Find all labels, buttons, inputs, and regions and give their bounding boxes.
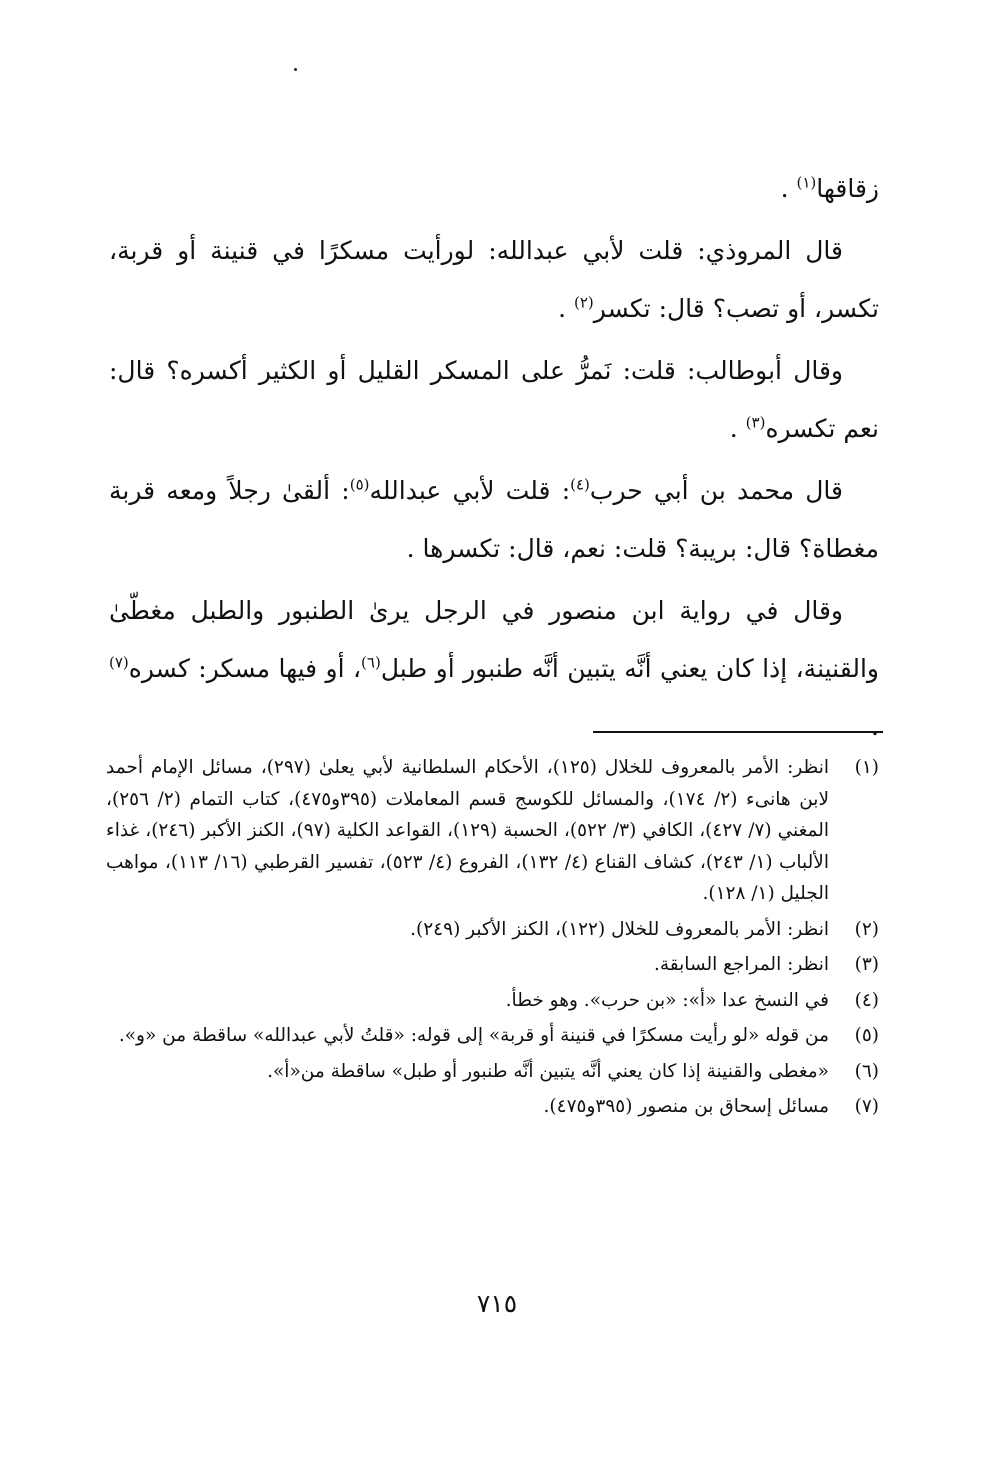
- footnote-number: (٤): [854, 989, 879, 1011]
- paragraph-text: .: [729, 414, 746, 443]
- footnote: [106, 1056, 879, 1088]
- paragraph-text: .: [558, 294, 574, 323]
- footnote: [106, 985, 879, 1017]
- paragraph-text: قال المروذي: قلت لأبي عبدالله: لورأيت مسكرًا في قنينة أو قربة، تكسر، أو تصب؟ قال: تكسر: [109, 236, 879, 323]
- footnote: [106, 1020, 879, 1052]
- paragraph-text: وقال في رواية ابن منصور في الرجل يرىٰ الطنبور والطبل مغطّىٰ والقنينة، إذا كان يعني أنَّه يتبين أنَّه طنبور أو طبل: [109, 596, 879, 683]
- footnote-text: من قوله «لو رأيت مسكرًا في قنينة أو قربة» إلى قوله: «قلتُ لأبي عبدالله» ساقطة من «و».: [118, 1025, 829, 1046]
- paragraph-text: زقاقها: [816, 174, 879, 203]
- paragraph: [109, 582, 879, 756]
- footnote-text: في النسخ عدا «أ»: «بن حرب». وهو خطأ.: [505, 989, 829, 1011]
- paragraph-text: .: [871, 712, 879, 741]
- footnote-text: انظر: الأمر بالمعروف للخلال (١٢٥)، الأحكام السلطانية لأبي يعلىٰ (٢٩٧)، مسائل الإمام أحمد لابن هانىء (٢/ ١٧٤)، والمسائل للكوسج قسم المعاملات (٣٩٥و٤٧٥)، كتاب التمام (٢/ ٢٥٦)، المغني (٧/ ٤٢٧)، الكافي (٣/ ٥٢٢)، الحسبة (١٢٩)، القواعد الكلية (٩٧)، الكنز الأكبر (٢٤٦)، غذاء الألباب (١/ ٢٤٣)، كشاف القناع (٤/ ١٣٢)، الفروع (٤/ ٥٢٣)، تفسير القرطبي (١٦/ ١١٣)، مواهب الجليل (١/ ١٢٨).: [106, 757, 830, 904]
- main-text: [109, 160, 879, 760]
- footnote-number: (٥): [854, 1025, 879, 1046]
- footnotes: [106, 752, 879, 1127]
- footnote-reference: (٧): [109, 653, 129, 672]
- footnote-text: انظر: الأمر بالمعروف للخلال (١٢٢)، الكنز الأكبر (٢٤٩).: [410, 918, 829, 940]
- stray-dot: [294, 68, 297, 71]
- footnote: [106, 949, 879, 981]
- footnote-number: (٧): [854, 1096, 879, 1117]
- paragraph-text: : ألقىٰ رجلاً ومعه قربة مغطاة؟ قال: بريبة؟ قلت: نعم، قال: تكسرها .: [109, 476, 879, 563]
- footnote-reference: (٦): [361, 653, 381, 672]
- footnote-number: (٦): [854, 1060, 879, 1082]
- footnote-number: (٣): [854, 954, 879, 975]
- paragraph-text: قال محمد بن أبي حرب: [589, 476, 844, 505]
- footnote-number: (٢): [854, 918, 879, 940]
- footnote-reference: (٣): [745, 413, 766, 432]
- paragraph-text: وقال أبوطالب: قلت: نَمرُّ على المسكر القليل أو الكثير أكسره؟ قال: نعم تكسره: [109, 356, 879, 443]
- paragraph-text: .: [780, 174, 797, 203]
- paragraph: [109, 462, 879, 578]
- footnote-text: «مغطى والقنينة إذا كان يعني أنَّه يتبين أنَّه طنبور أو طبل» ساقطة من«أ».: [267, 1060, 829, 1082]
- paragraph: [109, 342, 879, 458]
- footnote: [106, 1091, 879, 1123]
- footnote-reference: (١): [796, 173, 817, 192]
- paragraph: [109, 222, 879, 338]
- page-number: ٧١٥: [476, 1289, 518, 1318]
- footnote: [106, 752, 879, 910]
- footnote-reference: (٤): [570, 475, 590, 494]
- paragraph-text: ، أو فيها مسكر: كسره: [128, 654, 362, 683]
- footnote-text: مسائل إسحاق بن منصور (٣٩٥و٤٧٥).: [543, 1096, 829, 1117]
- footnote-reference: (٢): [574, 293, 594, 312]
- paragraph: [109, 160, 879, 218]
- footnote-reference: (٥): [349, 475, 370, 494]
- footnote: [106, 914, 879, 946]
- footnote-text: انظر: المراجع السابقة.: [654, 954, 829, 975]
- footnote-separator: [593, 731, 883, 733]
- footnote-number: (١): [854, 757, 879, 778]
- paragraph-text: : قلت لأبي عبدالله: [369, 476, 571, 505]
